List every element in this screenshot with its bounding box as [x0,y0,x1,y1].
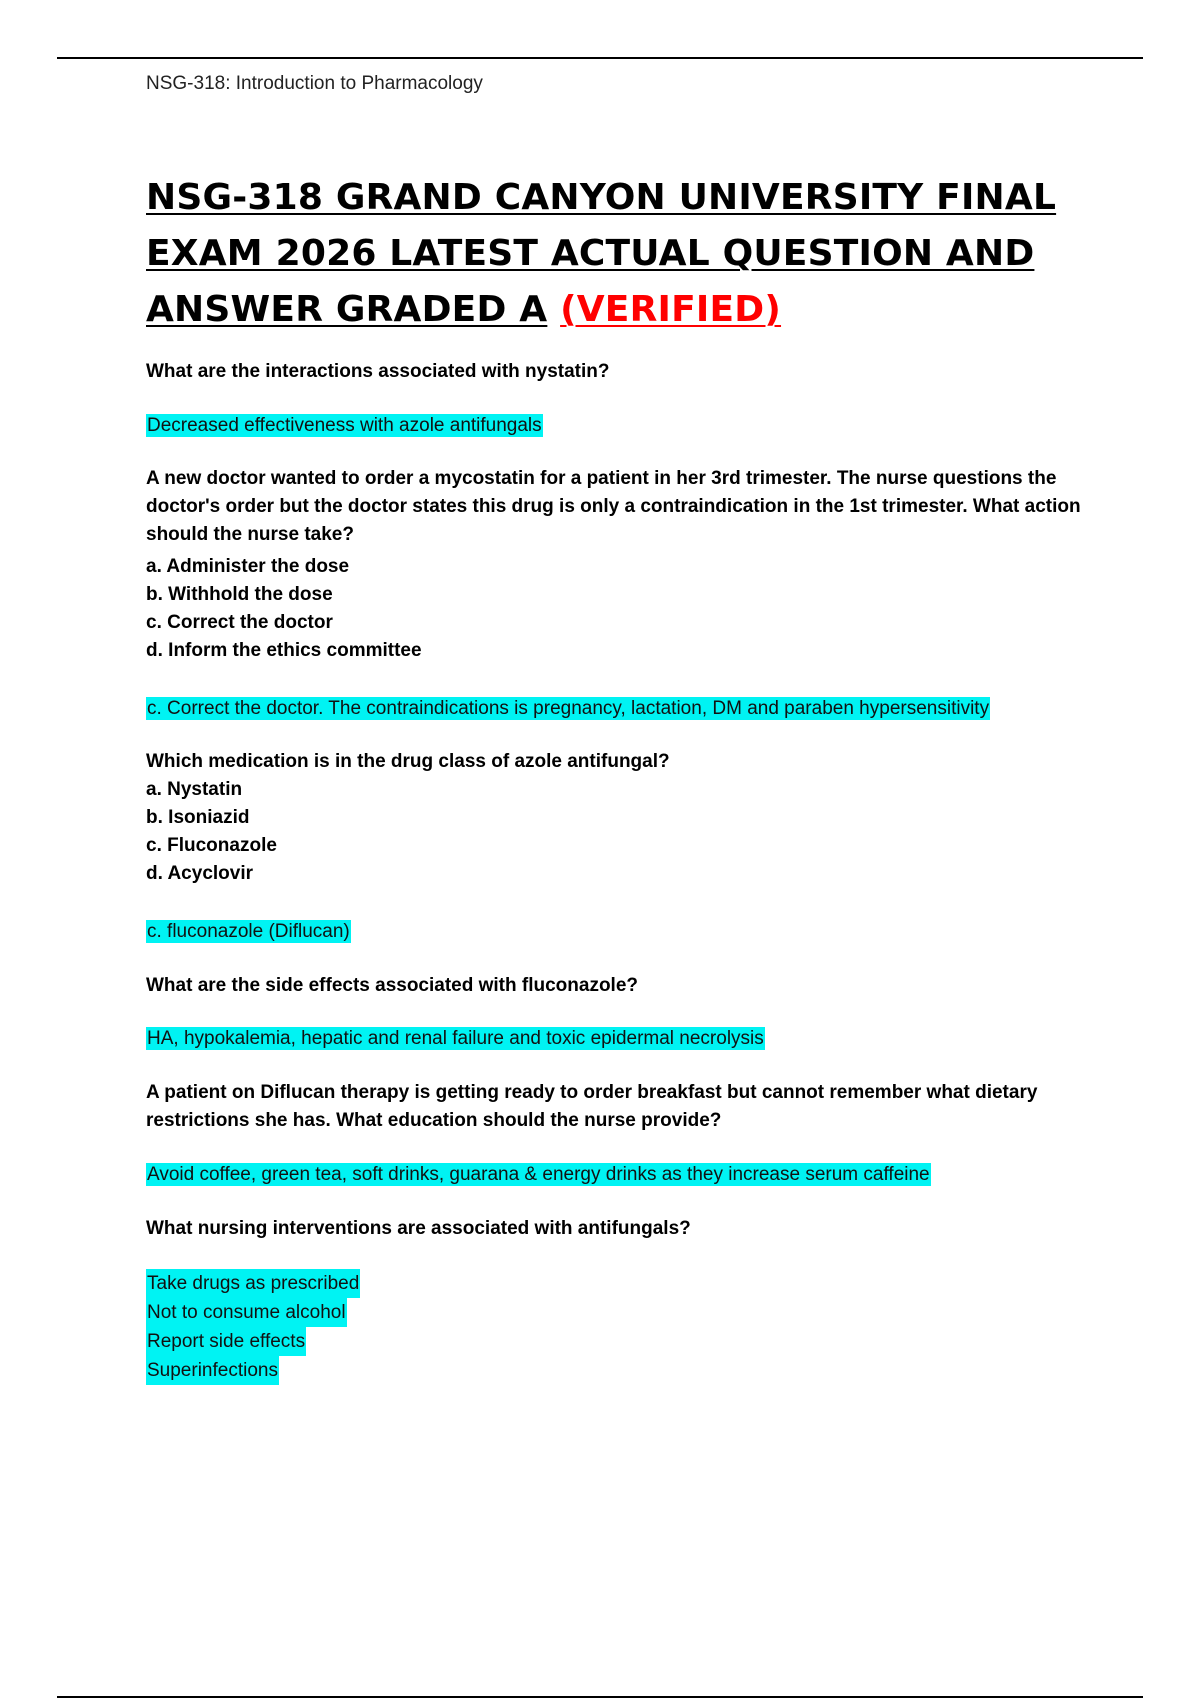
question-3-option-c: c. Fluconazole [146,835,277,856]
answer-1-highlight: Decreased effectiveness with azole antifungals [147,415,542,436]
answer-2 [146,695,990,723]
question-2-option-b: b. Withhold the dose [146,584,333,605]
answer-1 [146,412,543,440]
verified-label: (VERIFIED) [560,289,782,330]
answer-5-highlight: Avoid coffee, green tea, soft drinks, guarana & energy drinks as they increase serum caffeine [147,1164,930,1185]
footer-rule [57,1696,1143,1698]
answer-4-highlight: HA, hypokalemia, hepatic and renal failure and toxic epidermal necrolysis [147,1028,764,1049]
question-4: What are the side effects associated with fluconazole? [146,975,639,996]
question-1: What are the interactions associated with nystatin? [146,361,610,382]
question-2: A new doctor wanted to order a mycostatin for a patient in her 3rd trimester. The nurse questions the doctor's order but the doctor states this drug is only a contraindication in the 1st trimester. What action should the nurse take? [146,468,1081,545]
question-3-option-a: a. Nystatin [146,779,243,800]
question-6: What nursing interventions are associated with antifungals? [146,1218,691,1239]
answer-6-item: Take drugs as prescribed [146,1269,360,1298]
title-line-1: NSG-318 GRAND CANYON UNIVERSITY FINAL [146,177,1057,218]
answer-6-item: Superinfections [146,1356,279,1385]
question-3-options [146,776,277,888]
answer-4 [146,1025,765,1053]
title-line-2: EXAM 2026 LATEST ACTUAL QUESTION AND [146,233,1035,274]
answer-5 [146,1161,931,1189]
answer-3 [146,918,351,946]
title-line-3: ANSWER GRADED A [146,289,548,330]
answer-6-item: Not to consume alcohol [146,1298,347,1327]
question-2-option-c: c. Correct the doctor [146,612,333,633]
question-5: A patient on Diflucan therapy is getting ready to order breakfast but cannot remember what dietary restrictions she has. What education should the nurse provide? [146,1082,1038,1131]
question-2-option-d: d. Inform the ethics committee [146,640,422,661]
document-title [146,170,1056,338]
course-header: NSG-318: Introduction to Pharmacology [146,73,483,94]
answer-2-highlight: c. Correct the doctor. The contraindications is pregnancy, lactation, DM and paraben hypersensitivity [147,698,990,719]
question-3-option-d: d. Acyclovir [146,863,254,884]
question-2-option-a: a. Administer the dose [146,556,350,577]
answer-3-highlight: c. fluconazole (Diflucan) [147,921,350,942]
answer-6-item: Report side effects [146,1327,306,1356]
question-2-options [146,553,422,665]
question-3-option-b: b. Isoniazid [146,807,250,828]
answer-6-list [146,1269,360,1385]
header-rule [57,57,1143,59]
question-3: Which medication is in the drug class of azole antifungal? [146,751,670,772]
